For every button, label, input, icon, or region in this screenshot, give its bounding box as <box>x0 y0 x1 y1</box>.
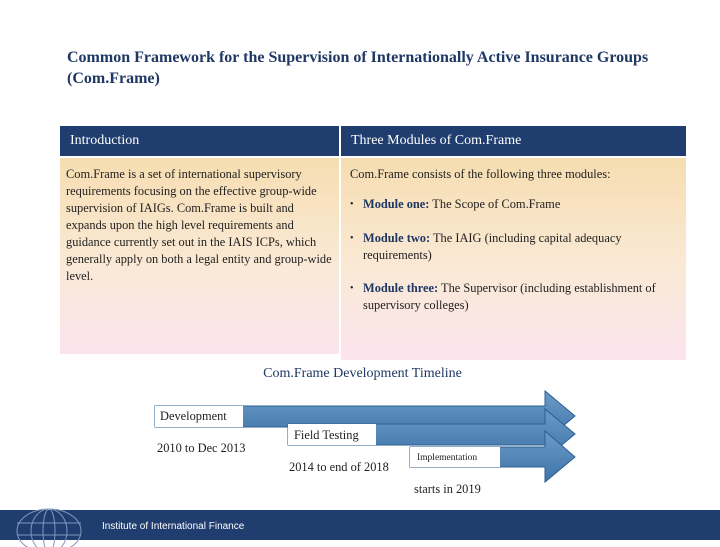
timeline-title: Com.Frame Development Timeline <box>263 366 462 381</box>
bullet-icon: • <box>350 199 354 210</box>
module-two-text: The IAIG (including capital adequacy requirements) <box>363 231 622 262</box>
introduction-body: Com.Frame is a set of international supervisory requirements focusing on the effective group-wide supervision of IAIGs. Com.Frame is built and expands upon the high level requirements and guidance currently set out in the IAIS ICPs, which generally apply on both a legal entity and group-wide level. <box>66 167 332 283</box>
development-period: 2010 to Dec 2013 <box>157 441 246 455</box>
bullet-icon: • <box>350 283 354 294</box>
module-one-text: The Scope of Com.Frame <box>429 197 561 211</box>
implementation-label: Implementation <box>417 453 478 463</box>
bullet-icon: • <box>350 233 354 244</box>
field-testing-period: 2014 to end of 2018 <box>289 460 389 474</box>
introduction-header: Introduction <box>60 126 339 156</box>
footer-bar <box>0 510 720 540</box>
module-two-key: Module two: <box>363 231 431 245</box>
module-three-text: The Supervisor (including establishment of supervisory colleges) <box>363 281 656 312</box>
slide-title: Common Framework for the Supervision of Internationally Active Insurance Groups (Com.Frame) <box>67 49 649 87</box>
globe-logo-icon <box>14 507 84 547</box>
module-one-key: Module one: <box>363 197 430 211</box>
field-testing-label: Field Testing <box>294 428 359 442</box>
footer-org: Institute of International Finance <box>102 521 245 532</box>
development-label: Development <box>160 409 227 423</box>
modules-intro: Com.Frame consists of the following three modules: <box>350 167 611 181</box>
modules-header: Three Modules of Com.Frame <box>341 126 686 156</box>
implementation-period: starts in 2019 <box>414 482 481 496</box>
module-three-key: Module three: <box>363 281 439 295</box>
